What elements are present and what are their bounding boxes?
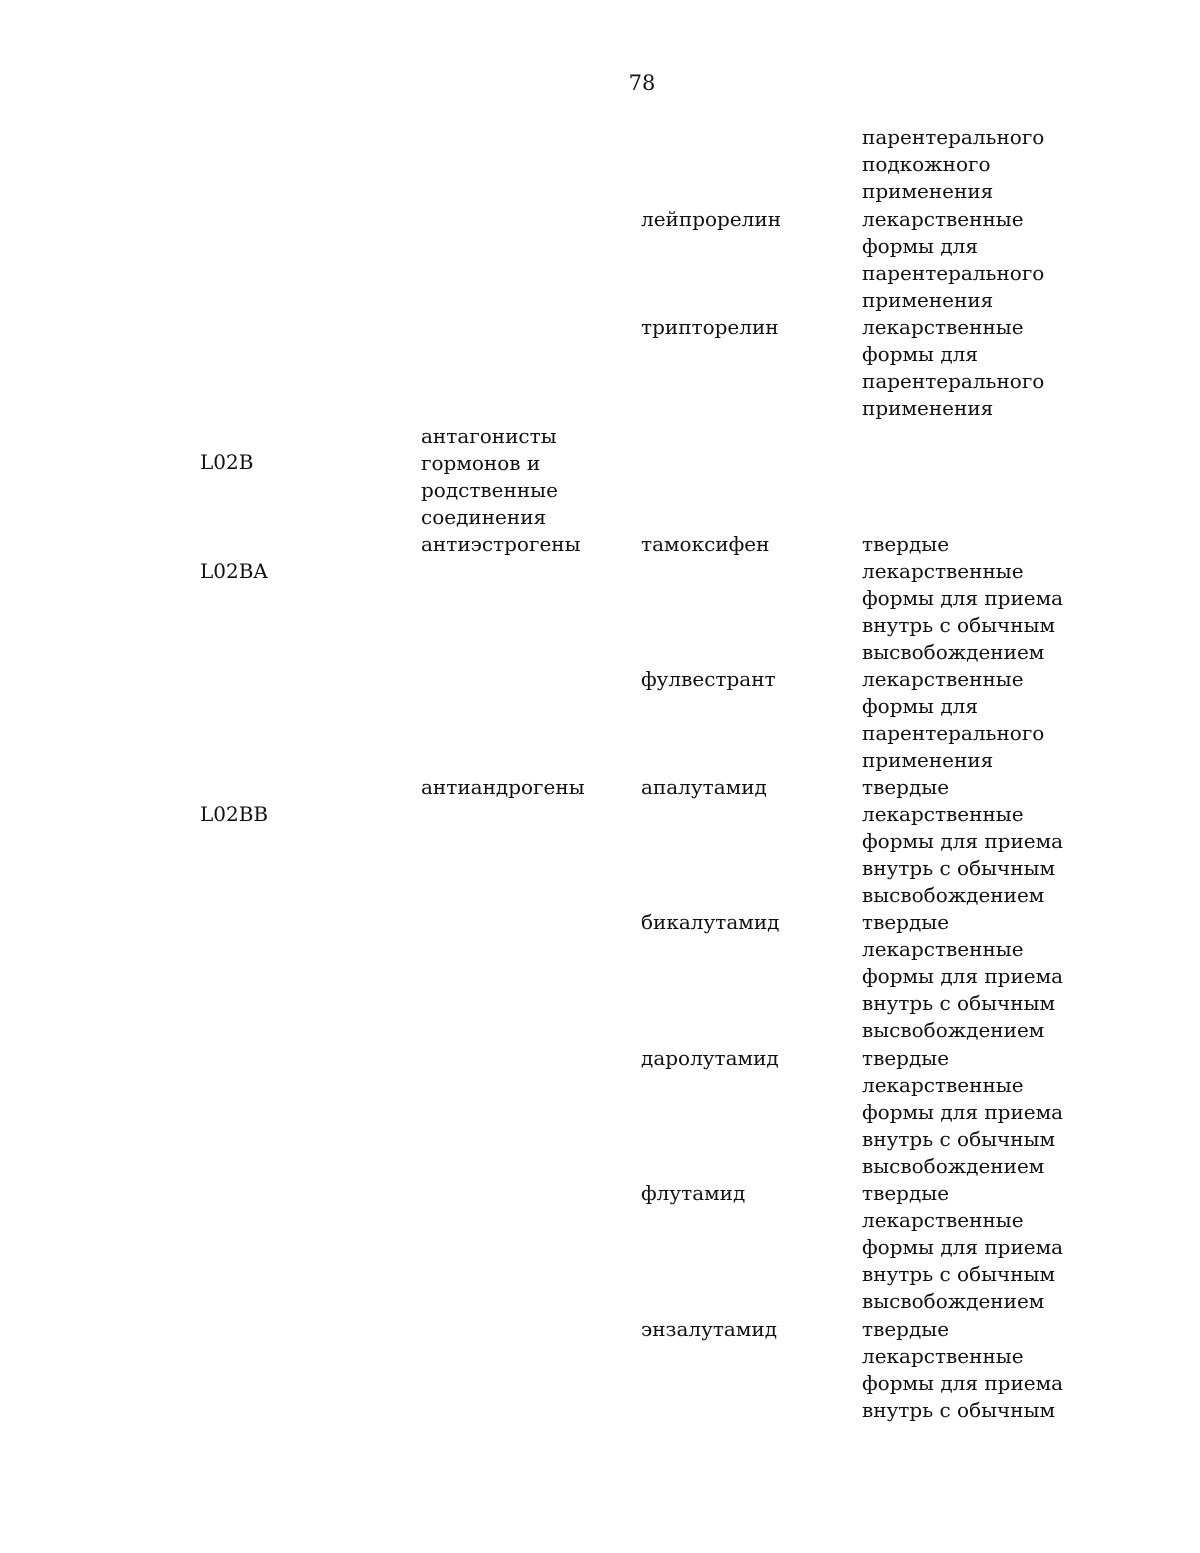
drug-name-fulvestrant: фулвестрант <box>641 667 776 691</box>
dosage-form-apalutamide: твердые лекарственные формы для приема внутрь с обычным высвобождением <box>862 775 1064 908</box>
dosage-form-enzalutamide: твердые лекарственные формы для приема внутрь с обычным <box>862 1317 1064 1423</box>
dosage-form-flutamide: твердые лекарственные формы для приема внутрь с обычным высвобождением <box>862 1181 1064 1314</box>
atc-group-l02bb: антиандрогены <box>421 775 585 799</box>
atc-code-l02b: L02B <box>200 450 254 474</box>
dosage-form-triptorelin: лекарственные формы для парентерального применения <box>862 315 1045 421</box>
drug-name-darolutamide: даролутамид <box>641 1046 779 1070</box>
page-number: 78 <box>628 71 656 95</box>
dosage-form-tamoxifen: твердые лекарственные формы для приема внутрь с обычным высвобождением <box>862 532 1064 665</box>
atc-group-l02b: антагонисты гормонов и родственные соединения <box>421 424 558 530</box>
atc-code-l02bb: L02BB <box>200 802 269 826</box>
atc-group-l02ba: антиэстрогены <box>421 532 581 556</box>
atc-code-l02ba: L02BA <box>200 559 268 583</box>
drug-name-flutamide: флутамид <box>641 1181 746 1205</box>
dosage-form-fulvestrant: лекарственные формы для парентерального применения <box>862 667 1045 773</box>
dosage-form-darolutamide: твердые лекарственные формы для приема внутрь с обычным высвобождением <box>862 1046 1064 1179</box>
dosage-form-bicalutamide: твердые лекарственные формы для приема внутрь с обычным высвобождением <box>862 910 1064 1043</box>
dosage-form-continuation: парентерального подкожного применения <box>862 125 1045 204</box>
drug-name-tamoxifen: тамоксифен <box>641 532 770 556</box>
drug-name-leuprorelin: лейпрорелин <box>641 207 782 231</box>
drug-name-bicalutamide: бикалутамид <box>641 910 780 934</box>
dosage-form-leuprorelin: лекарственные формы для парентерального применения <box>862 207 1045 313</box>
drug-name-enzalutamide: энзалутамид <box>641 1317 778 1341</box>
drug-name-triptorelin: трипторелин <box>641 315 779 339</box>
drug-name-apalutamide: апалутамид <box>641 775 767 799</box>
